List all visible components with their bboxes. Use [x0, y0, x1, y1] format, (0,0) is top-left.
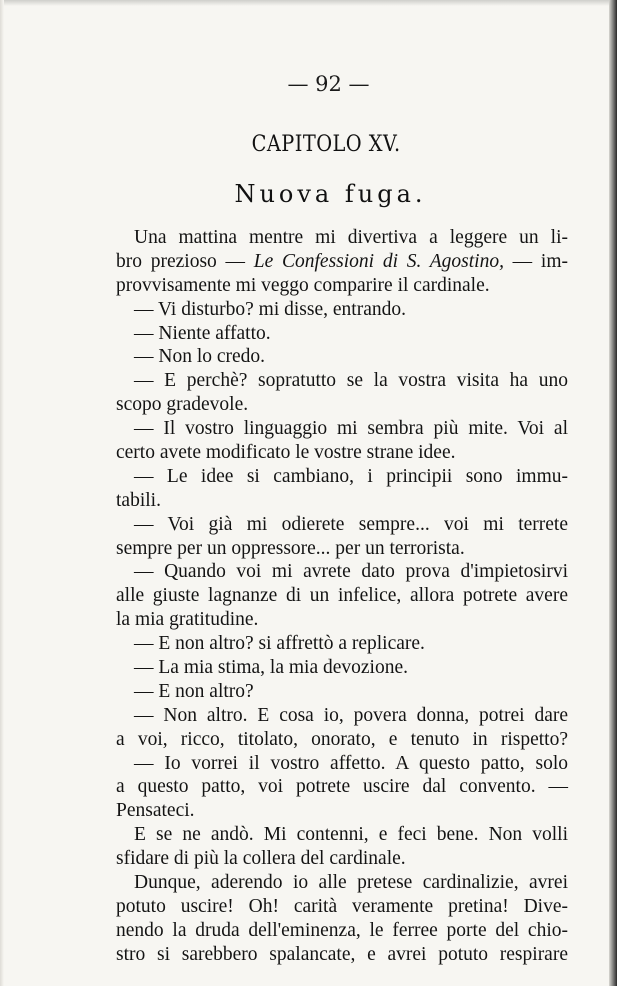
- chapter-heading: CAPITOLO XV.: [251, 132, 401, 157]
- text-line: Una mattina mentre mi divertiva a leggere un li-: [134, 227, 568, 248]
- text-line: sfidare di più la collera del cardinale.: [116, 848, 406, 870]
- text-line: a questo patto, voi potrete uscire dal convento. —: [116, 776, 568, 798]
- text-line: Pensateci.: [116, 800, 195, 822]
- text-line: — Il vostro linguaggio mi sembra più mite. Voi al: [134, 418, 568, 440]
- text-segment: — im-: [503, 250, 568, 272]
- text-segment: bro prezioso —: [116, 250, 254, 272]
- body-text: [116, 226, 568, 967]
- book-title-italic: Le Confessioni di S. Agostino,: [253, 250, 504, 272]
- text-line: E se ne andò. Mi contenni, e feci bene. Non volli: [134, 824, 568, 846]
- text-line: [116, 250, 568, 274]
- text-line: stro si sarebbero spalancate, e avrei potuto respirare: [116, 943, 568, 965]
- text-line: la mia gratitudine.: [116, 609, 259, 631]
- page-top-edge: [0, 0, 617, 6]
- text-line: Dunque, aderendo io alle pretese cardinalizie, avrei: [134, 872, 568, 894]
- text-line: alle giuste lagnanze di un infelice, allora potrete avere: [116, 585, 568, 607]
- page-binding-edge: [609, 0, 617, 986]
- text-line: scopo gradevole.: [116, 394, 249, 416]
- text-line: tabili.: [116, 489, 161, 511]
- text-line: — Quando voi mi avrete dato prova d'impietosirvi: [134, 561, 568, 583]
- text-line: sempre per un oppressore... per un terrorista.: [116, 537, 465, 559]
- text-line: — La mia stima, la mia devozione.: [134, 657, 408, 679]
- text-line: — E non altro? si affrettò a replicare.: [134, 633, 425, 655]
- text-line: a voi, ricco, titolato, onorato, e tenuto in rispetto?: [116, 728, 568, 750]
- page-left-edge: [0, 0, 4, 986]
- text-line: — Le idee si cambiano, i principii sono immu-: [134, 465, 568, 487]
- text-line: potuto uscire! Oh! carità veramente pretina! Dive-: [116, 895, 568, 917]
- text-line: nendo la druda dell'eminenza, le ferree porte del chio-: [116, 919, 568, 941]
- text-line: — Vi disturbo? mi disse, entrando.: [134, 298, 406, 320]
- text-line: — Io vorrei il vostro affetto. A questo patto, solo: [134, 752, 568, 774]
- section-title: Nuova fuga.: [234, 180, 427, 208]
- text-line: — E perchè? sopratutto se la vostra visita ha uno: [134, 370, 568, 392]
- text-line: — Niente affatto.: [134, 322, 271, 344]
- text-line: certo avete modificato le vostre strane idee.: [116, 442, 456, 464]
- text-line: provvisamente mi veggo comparire il cardinale.: [116, 274, 490, 296]
- page-number: — 92 —: [287, 72, 370, 96]
- text-line: — Non altro. E cosa io, povera donna, potrei dare: [134, 704, 568, 726]
- text-line: — Non lo credo.: [134, 346, 266, 368]
- text-line: — E non altro?: [134, 680, 254, 702]
- text-line: — Voi già mi odierete sempre... voi mi terrete: [134, 513, 568, 535]
